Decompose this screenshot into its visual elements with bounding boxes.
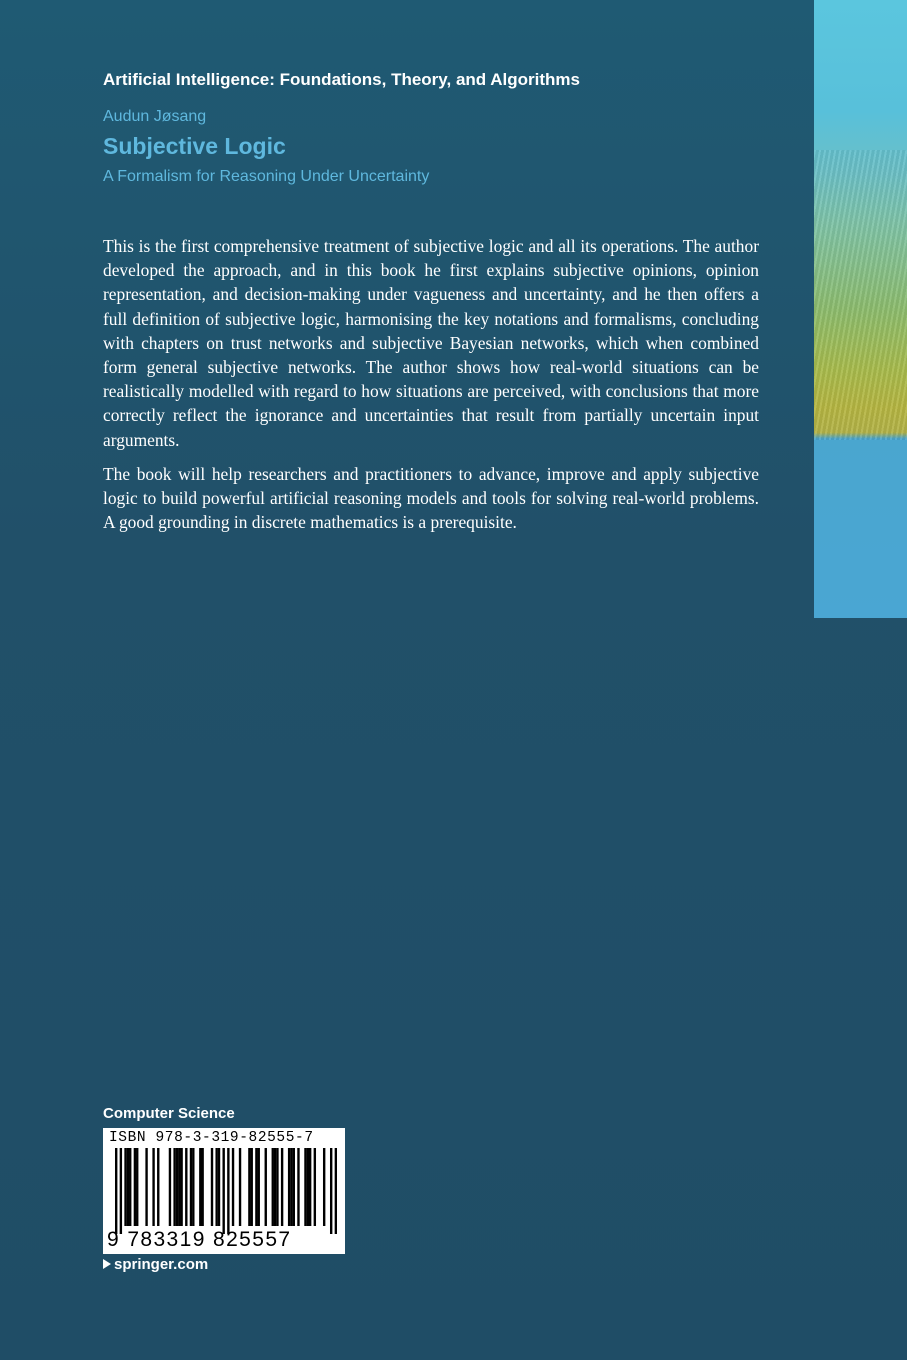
ean-digits: 9 783319 825557 [107, 1228, 292, 1251]
arrow-right-icon [103, 1259, 111, 1269]
barcode-bar [251, 1148, 253, 1226]
barcode-bar [157, 1148, 159, 1226]
barcode-bar [169, 1148, 171, 1226]
book-subtitle: A Formalism for Reasoning Under Uncertainty [103, 168, 430, 185]
barcode-bar [255, 1148, 257, 1226]
isbn-label: ISBN 978-3-319-82555-7 [109, 1130, 314, 1146]
barcode-bar [173, 1148, 175, 1226]
author-name: Audun Jøsang [103, 108, 207, 125]
barcode-bar [199, 1148, 201, 1226]
barcode-bar [274, 1148, 276, 1226]
barcode-bar [307, 1148, 309, 1226]
barcode-bar [239, 1148, 241, 1226]
barcode-bars [115, 1148, 337, 1234]
barcode-bar [127, 1148, 129, 1226]
description-paragraph-1: This is the first comprehensive treatment of subjective logic and all its operations. The author developed the approach, and in this book he first explains subjective opinions, opinion representation, and decision-making under vagueness and uncertainty, and he then offers a full definition of subjective logic, harmonising the key notations and formalisms, concluding with chapters on trust networks and subjective Bayesian networks, which when combined form general subjective networks. The author shows how real-world situations can be realistically modelled with regard to how situations are perceived, with conclusions that more correctly reflect the ignorance and uncertainties that result from partially uncertain input arguments. [103, 236, 759, 450]
barcode-bar [309, 1148, 311, 1226]
barcode-guard-bar [227, 1148, 229, 1234]
barcode-bar [211, 1148, 213, 1226]
barcode-bar [176, 1148, 178, 1226]
description-paragraph-2: The book will help researchers and practitioners to advance, improve and apply subjective logic to build powerful artificial reasoning models and tools for solving real-world problems. A good grounding in discrete mathematics is a prerequisite. [103, 464, 759, 533]
barcode-bar [293, 1148, 295, 1226]
barcode-bar [272, 1148, 274, 1226]
barcode-bar [178, 1148, 180, 1226]
barcode-bar [145, 1148, 147, 1226]
barcode-bar [281, 1148, 283, 1226]
barcode-bar [297, 1148, 299, 1226]
barcode-bar [134, 1148, 136, 1226]
barcode-guard-bar [222, 1148, 224, 1234]
barcode-bar [218, 1148, 220, 1226]
barcode-bar [288, 1148, 290, 1226]
barcode-guard-bar [120, 1148, 122, 1234]
barcode-bar [265, 1148, 267, 1226]
barcode-bar [215, 1148, 217, 1226]
barcode-bar [232, 1148, 234, 1226]
stripe-texture [814, 150, 907, 440]
barcode-bar [304, 1148, 306, 1226]
barcode-bar [124, 1148, 126, 1226]
barcode-bar [190, 1148, 192, 1226]
barcode-guard-bar [115, 1148, 117, 1234]
barcode-bar [314, 1148, 316, 1226]
barcode-guard-bar [335, 1148, 337, 1234]
barcode-bar [248, 1148, 250, 1226]
barcode-guard-bar [330, 1148, 332, 1234]
barcode-bar [180, 1148, 182, 1226]
barcode-bar [152, 1148, 154, 1226]
subject-category: Computer Science [103, 1105, 235, 1122]
barcode-bar [192, 1148, 194, 1226]
barcode-bar [290, 1148, 292, 1226]
barcode-bar [201, 1148, 203, 1226]
website-label: springer.com [114, 1256, 209, 1273]
barcode-bar [136, 1148, 138, 1226]
publisher-website[interactable] [103, 1256, 208, 1273]
barcode [103, 1128, 345, 1254]
barcode-bar [258, 1148, 260, 1226]
barcode-bar [185, 1148, 187, 1226]
barcode-bar [129, 1148, 131, 1226]
barcode-bar [323, 1148, 325, 1226]
book-title: Subjective Logic [103, 133, 286, 159]
series-title: Artificial Intelligence: Foundations, Theory, and Algorithms [103, 70, 580, 89]
barcode-bar [276, 1148, 278, 1226]
